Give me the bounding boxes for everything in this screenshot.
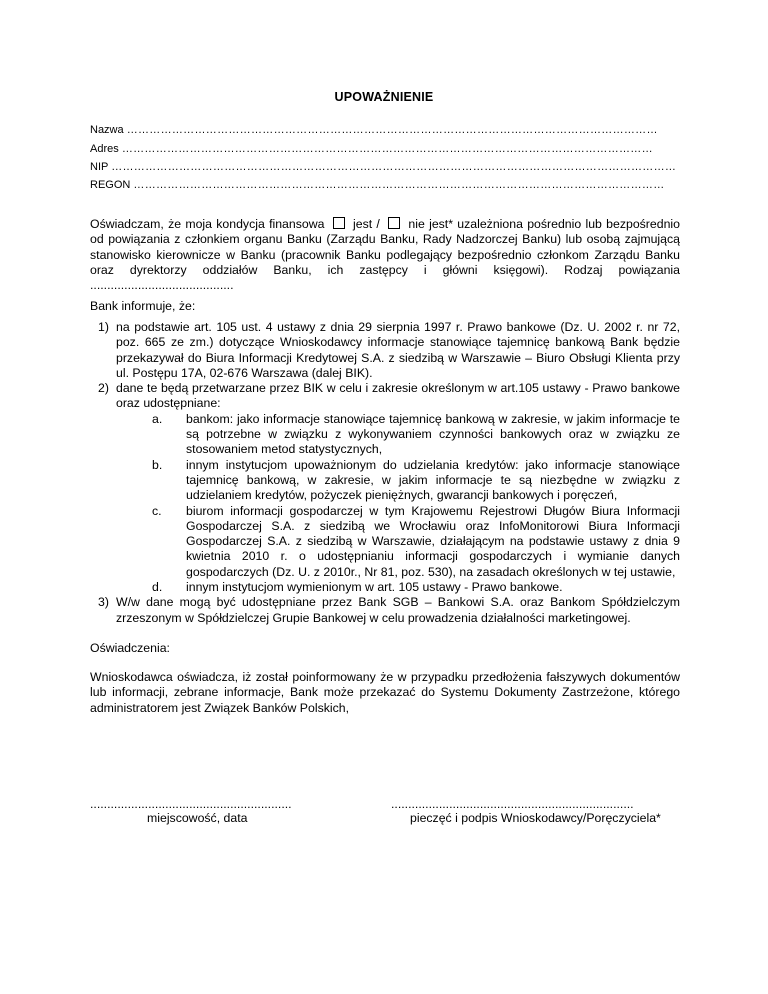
signature-label: pieczęć i podpis Wnioskodawcy/Poręczyciela*: [410, 811, 661, 825]
name-dots: ……………………………………………………………………………………………………………………………: [126, 124, 658, 136]
address-dots: ……………………………………………………………………………………………………………………………: [121, 143, 653, 155]
place-date-dots[interactable]: ...........................................................: [90, 797, 292, 811]
sub-list-item-text: biurom informacji gospodarczej w tym Krajowemu Rejestrowi Długów Biura Informacji Gospodarczej S.A. z siedzibą we Wrocławiu oraz InfoMonitorowi Biura Informacji Gospodarczej S.A. z siedzibą w Warszawie, działającym na podstawie ustawy z dnia 9 kwietnia 2010 r. o udostępnianiu informacji gospodarczych i wymianie danych gospodarczych (Dz. U. z 2010r., Nr 81, poz. 530), na zasadach określonych w tej ustawie,: [186, 503, 680, 579]
list-item-text: na podstawie art. 105 ust. 4 ustawy z dnia 29 sierpnia 1997 r. Prawo bankowe (Dz. U. 2002 r. nr 72, poz. 665 ze zm.) dotyczące Wnioskodawcy informacje stanowiące tajemnicę bankową Bank będzie przekazywał do Biura Informacji Kredytowej S.A. z siedzibą w Warszawie – Biuro Obsługi Klienta przy ul. Postępu 17A, 02-676 Warszawa (dalej BIK).: [116, 320, 680, 380]
declaration-part3: nie jest* uzależniona pośrednio lub bezpośrednio od powiązania z członkiem organu Banku (Zarządu Banku, Rady Nadzorczej Banku) lub osobą zajmującą stanowisko kierownicze w Banku (pracownik Banku podlegający bezpośrednio członkom Zarządu Banku oraz dyrektorzy oddziałów Banku, ich zastępcy i główni księgowi). Rodzaj powiązania ..........................................: [90, 217, 680, 293]
name-field[interactable]: [90, 124, 680, 136]
list-item-text: W/w dane mogą być udostępniane przez Bank SGB – Bankowi S.A. oraz Bankom Spółdzielczym zrzeszonym w Spółdzielczej Grupie Bankowej w celu prowadzenia działalności marketingowej.: [116, 595, 680, 625]
declaration-part2: jest /: [353, 217, 380, 231]
document-title: UPOWAŻNIENIE: [334, 90, 434, 104]
signature-dots[interactable]: .......................................................................: [391, 797, 634, 811]
list-marker: 1): [98, 320, 109, 334]
regon-dots: ……………………………………………………………………………………………………………………………: [133, 179, 665, 191]
nip-field[interactable]: [90, 161, 680, 173]
name-label: Nazwa: [90, 124, 124, 136]
sub-list-marker: b.: [152, 457, 163, 472]
list-item: [90, 320, 680, 381]
sub-list-item: [90, 458, 680, 504]
sub-list-marker: a.: [152, 411, 163, 426]
sub-list-item: [90, 504, 680, 580]
list-marker: 2): [98, 381, 109, 396]
is-dependent-checkbox[interactable]: [333, 217, 345, 229]
sub-list-item: [90, 580, 680, 595]
bank-informs-heading: Bank informuje, że:: [90, 299, 196, 313]
nip-dots: ……………………………………………………………………………………………………………………………………: [111, 161, 677, 173]
address-label: Adres: [90, 143, 119, 155]
address-field[interactable]: [90, 143, 680, 155]
financial-declaration: [90, 217, 680, 293]
sub-list-item-text: innym instytucjom wymienionym w art. 105 ustawy - Prawo bankowe.: [186, 580, 563, 595]
regon-field[interactable]: [90, 179, 680, 191]
sub-list-item-text: innym instytucjom upoważnionym do udzielania kredytów: jako informacje stanowiące tajemnicę bankową, w zakresie, w jakim informacje te są niezbędne w związku z udzielaniem kredytów, pożyczek pieniężnych, gwarancji bankowych i poręczeń,: [186, 457, 680, 503]
list-marker: 3): [98, 595, 109, 610]
sub-list-item-text: bankom: jako informacje stanowiące tajemnicę bankową w zakresie, w jakim informacje te są potrzebne w związku z wykonywaniem czynności bankowych oraz w związku ze stosowaniem metod statystycznych,: [186, 411, 680, 457]
place-date-label: miejscowość, data: [147, 811, 248, 825]
sub-list-marker: d.: [152, 580, 163, 595]
bank-informs-list: [90, 320, 680, 626]
list-item: [90, 595, 680, 626]
is-not-dependent-checkbox[interactable]: [388, 217, 400, 229]
list-item: [90, 381, 680, 412]
declaration-part1: Oświadczam, że moja kondycja finansowa: [90, 217, 325, 231]
statements-text: Wnioskodawca oświadcza, iż został poinformowany że w przypadku przedłożenia fałszywych dokumentów lub informacji, zebrane informacje, Bank może przekazać do Systemu Dokumenty Zastrzeżone, którego administratorem jest Związek Banków Polskich,: [90, 670, 680, 715]
sub-list-marker: c.: [152, 503, 162, 518]
regon-label: REGON: [90, 179, 131, 191]
statements-heading: Oświadczenia:: [90, 641, 170, 655]
list-item-text: dane te będą przetwarzane przez BIK w celu i zakresie określonym w art.105 ustawy - Prawo bankowe oraz udostępniane:: [116, 381, 680, 411]
sub-list-item: [90, 412, 680, 458]
nip-label: NIP: [90, 161, 109, 173]
